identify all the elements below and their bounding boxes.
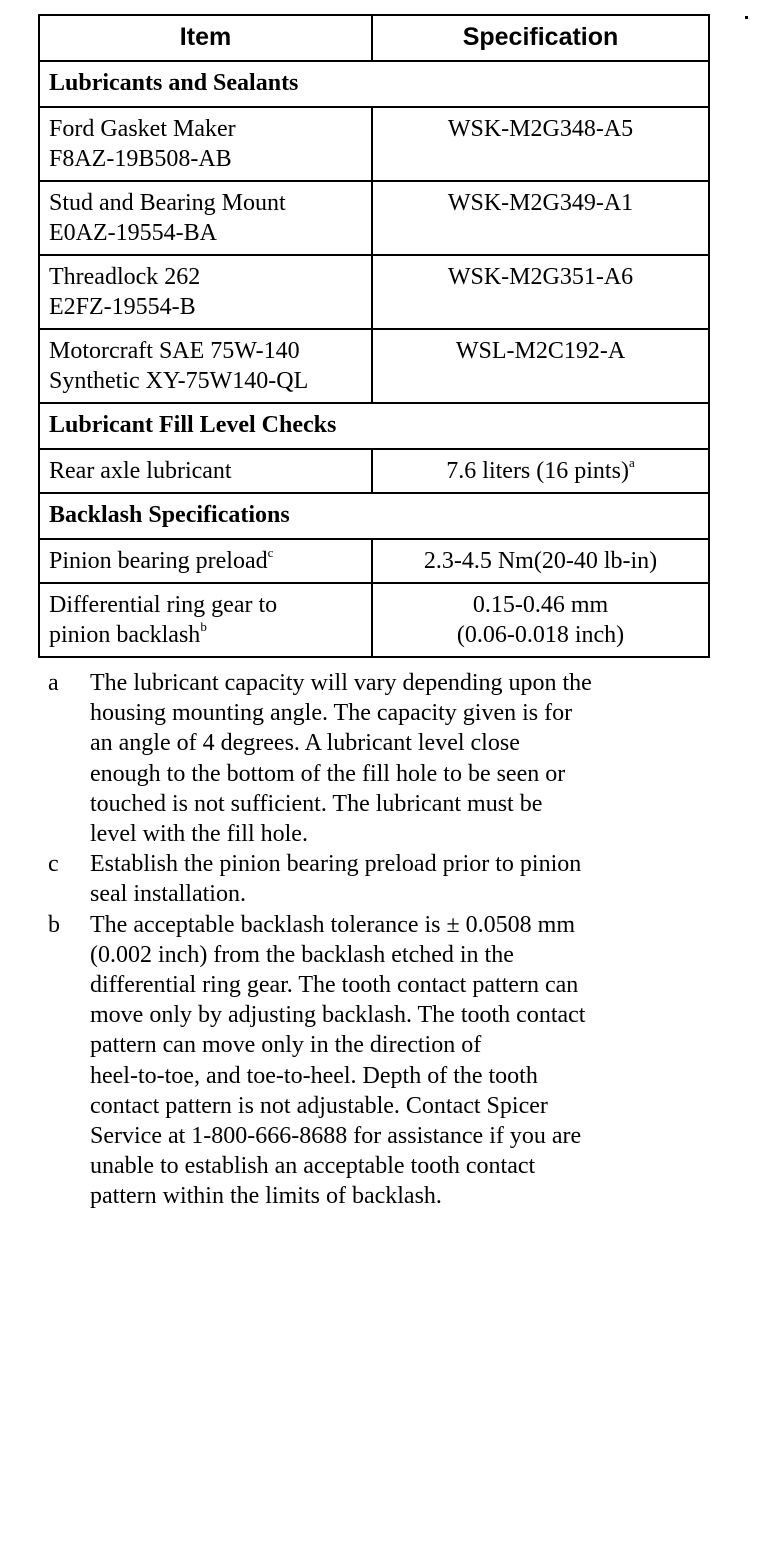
footnote-line: Service at 1-800-666-8688 for assistance if you are <box>90 1123 582 1150</box>
item-cell <box>39 449 372 493</box>
table-row <box>39 539 709 583</box>
spec-line <box>379 590 702 620</box>
item-text: F8AZ-19B508-AB <box>49 146 232 172</box>
footnote <box>48 910 708 1212</box>
footnote-ref: a <box>628 455 635 470</box>
section-row <box>39 403 709 449</box>
specification-table <box>38 14 710 658</box>
footnote <box>48 849 708 909</box>
spec-text: WSK-M2G351-A6 <box>447 264 634 290</box>
item-text: Rear axle lubricant <box>49 458 232 484</box>
footnote-text <box>90 668 708 849</box>
item-text: pinion backlash <box>49 622 201 648</box>
spec-text: 7.6 liters (16 pints) <box>446 458 629 484</box>
table-header-row <box>39 15 709 61</box>
item-text: Synthetic XY-75W140-QL <box>49 368 309 394</box>
item-line <box>49 292 363 322</box>
item-text: Threadlock 262 <box>49 264 201 290</box>
table-row <box>39 255 709 329</box>
section-title: Backlash Specifications <box>39 493 709 539</box>
spec-line <box>379 456 702 486</box>
footnote-line: move only by adjusting backlash. The tooth contact <box>90 1002 586 1029</box>
footnote-line: pattern can move only in the direction of <box>90 1032 482 1059</box>
table-body <box>39 61 709 657</box>
spec-text: WSL-M2C192-A <box>455 338 626 364</box>
spec-text: WSK-M2G348-A5 <box>447 116 634 142</box>
spec-line <box>379 262 702 292</box>
section-row <box>39 493 709 539</box>
spec-cell <box>372 539 709 583</box>
table-row <box>39 181 709 255</box>
footnotes <box>48 668 708 1212</box>
footnote-line: The lubricant capacity will vary depending upon the <box>90 670 592 696</box>
item-line <box>49 620 363 650</box>
spec-cell <box>372 329 709 403</box>
item-text: Differential ring gear to <box>49 592 278 618</box>
item-line <box>49 546 363 576</box>
table-row <box>39 107 709 181</box>
footnote-line: pattern within the limits of backlash. <box>90 1183 442 1210</box>
item-text: Stud and Bearing Mount <box>49 190 286 216</box>
item-cell <box>39 539 372 583</box>
footnote-line: heel-to-toe, and toe-to-heel. Depth of the tooth <box>90 1062 538 1089</box>
spec-cell <box>372 181 709 255</box>
table-row <box>39 449 709 493</box>
item-line <box>49 456 363 486</box>
header-specification: Specification <box>372 15 709 61</box>
spec-line <box>379 620 702 650</box>
footnote-line: an angle of 4 degrees. A lubricant level close <box>90 730 520 757</box>
footnote-line: differential ring gear. The tooth contact pattern can <box>90 972 579 999</box>
item-cell <box>39 329 372 403</box>
item-line <box>49 366 363 396</box>
spec-line <box>379 546 702 576</box>
item-line <box>49 188 363 218</box>
header-item: Item <box>39 15 372 61</box>
spec-cell <box>372 107 709 181</box>
item-line <box>49 144 363 174</box>
footnote-line: touched is not sufficient. The lubricant must be <box>90 790 543 817</box>
footnote-text <box>90 910 708 1212</box>
footnote-letter: a <box>48 670 59 696</box>
spec-cell <box>372 583 709 657</box>
item-text: E0AZ-19554-BA <box>49 220 217 246</box>
section-row <box>39 61 709 107</box>
item-text: Motorcraft SAE 75W-140 <box>49 338 300 364</box>
item-line <box>49 590 363 620</box>
footnote-line: seal installation. <box>90 881 246 908</box>
spec-cell <box>372 449 709 493</box>
section-title: Lubricant Fill Level Checks <box>39 403 709 449</box>
item-cell <box>39 255 372 329</box>
footnote-letter: b <box>48 911 60 938</box>
footnote-line: contact pattern is not adjustable. Contact Spicer <box>90 1092 548 1119</box>
table-row <box>39 329 709 403</box>
footnote-line: Establish the pinion bearing preload prior to pinion <box>90 851 582 878</box>
footnote <box>48 668 708 849</box>
spec-text: 0.15-0.46 mm <box>472 592 609 618</box>
footnote-line: (0.002 inch) from the backlash etched in the <box>90 941 514 968</box>
item-line <box>49 262 363 292</box>
spec-line <box>379 188 702 218</box>
item-text: E2FZ-19554-B <box>49 294 196 320</box>
footnote-line: enough to the bottom of the fill hole to be seen or <box>90 760 566 787</box>
spec-text: (0.06-0.018 inch) <box>456 622 625 648</box>
item-cell <box>39 107 372 181</box>
scan-speck <box>745 16 748 19</box>
footnote-line: level with the fill hole. <box>90 821 308 848</box>
spec-cell <box>372 255 709 329</box>
footnote-text <box>90 849 708 909</box>
spec-text: 2.3-4.5 Nm(20-40 lb-in) <box>423 548 658 574</box>
spec-text: WSK-M2G349-A1 <box>447 190 634 216</box>
spec-line <box>379 336 702 366</box>
footnote-line: housing mounting angle. The capacity given is for <box>90 700 573 727</box>
table-row <box>39 583 709 657</box>
item-line <box>49 114 363 144</box>
section-title: Lubricants and Sealants <box>39 61 709 107</box>
item-line <box>49 218 363 248</box>
footnote-line: The acceptable backlash tolerance is ± 0.0508 mm <box>90 911 575 938</box>
footnote-ref: c <box>267 545 274 560</box>
footnote-ref: b <box>200 619 207 634</box>
item-cell <box>39 583 372 657</box>
item-text: Pinion bearing preload <box>49 548 268 574</box>
item-text: Ford Gasket Maker <box>49 116 236 142</box>
spec-line <box>379 114 702 144</box>
item-line <box>49 336 363 366</box>
footnote-line: unable to establish an acceptable tooth contact <box>90 1153 536 1180</box>
footnote-letter: c <box>48 851 59 878</box>
item-cell <box>39 181 372 255</box>
